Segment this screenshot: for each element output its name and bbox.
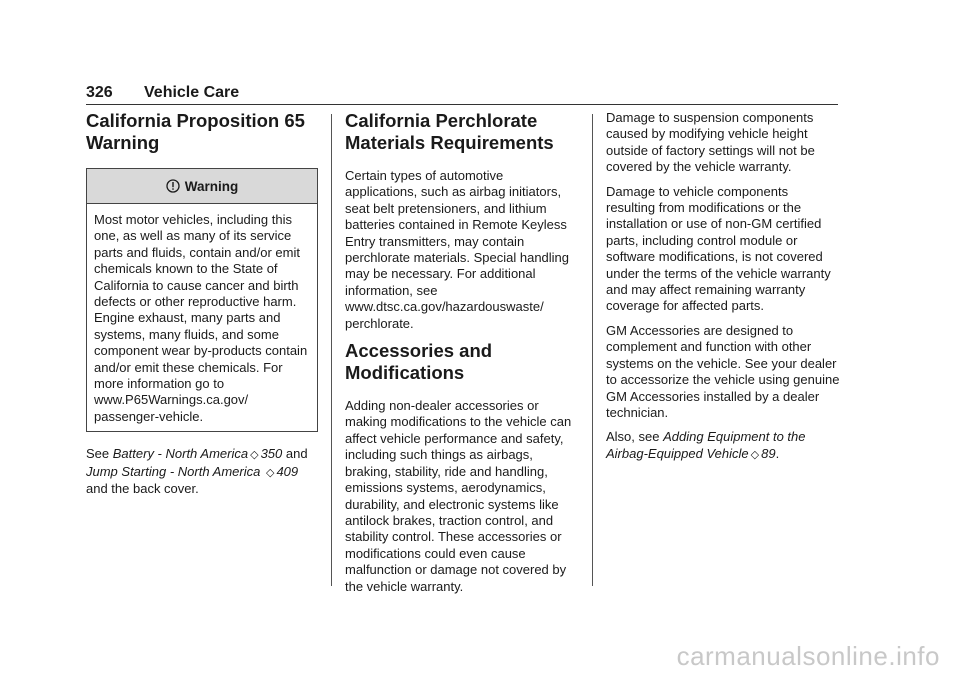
prop65-heading: California Proposition 65 Warning	[86, 110, 305, 153]
column-divider	[331, 114, 332, 586]
warning-icon	[166, 179, 180, 193]
accessories-paragraph: Adding non-dealer accessories or making modifications to the vehicle can affect vehicle performance and safety, including such things as airbags, braking, stability, ride and handling, emissions systems, aerodynamics, durability, and electronic systems like antilock brakes, traction control, and stability control. These accessories or modifications could even cause malfunction or damage not covered by the vehicle warranty.	[345, 398, 572, 594]
adding-equipment-link[interactable]: Adding Equipment to the Airbag-Equipped Vehicle	[606, 429, 806, 461]
gm-accessories-paragraph: GM Accessories are designed to complement and function with other systems on the vehicle. See your dealer to accessorize the vehicle using genuine GM Accessories installed by a dealer technician.	[606, 322, 840, 420]
column-1	[86, 110, 318, 506]
also-see-paragraph: Also, see Adding Equipment to the Airbag-Equipped Vehicle ◇ 89.	[606, 429, 806, 461]
perchlorate-heading: California Perchlorate Materials Requirements	[345, 110, 554, 153]
accessories-heading: Accessories and Modifications	[345, 340, 493, 384]
watermark: carmanualsonline.info	[676, 641, 940, 671]
jump-starting-link[interactable]: Jump Starting - North America	[86, 463, 261, 479]
column-2	[345, 110, 577, 603]
battery-page-link[interactable]: 350	[260, 446, 283, 462]
perchlorate-paragraph: Certain types of automotive applications, such as airbag initiators, seat belt pretensioners, and lithium batteries contained in Remote Keyless Entry transmitters, may contain perchlorate materials. Special handling may be necessary. For additional information, see www.dtsc.ca.gov/hazardouswaste/ perchlorate.	[345, 168, 570, 331]
column-3	[606, 110, 840, 471]
warning-text: Most motor vehicles, including this one, as well as many of its service parts and fluids, contain and/or emit chemicals known to the State of California to cause cancer and birth defects or other reproductive harm. Engine exhaust, many parts and systems, many fluids, and some component wear by-products contain and/or emit these chemicals. For more information go to www.P65Warnings.ca.gov/ passenger-vehicle.	[94, 212, 308, 424]
warning-header	[87, 169, 317, 204]
battery-link[interactable]: Battery - North America	[112, 446, 249, 462]
page-ref-icon: ◇	[250, 449, 259, 462]
warning-box	[86, 168, 318, 432]
page-header	[86, 84, 838, 105]
column-divider	[592, 114, 593, 586]
see-also-paragraph: See Battery - North America ◇ 350 and Jump Starting - North America ◇ 409 and the back cover.	[86, 446, 308, 497]
page-number: 326	[86, 84, 113, 101]
adding-equipment-page-link[interactable]: 89	[761, 445, 776, 461]
warning-title: Warning	[184, 178, 239, 194]
jump-starting-page-link[interactable]: 409	[276, 463, 299, 479]
components-paragraph: Damage to vehicle components resulting from modifications or the installation or use of non-GM certified parts, including control module or software modifications, is not covered under the terms of the vehicle warranty and may affect remaining warranty coverage for affected parts.	[606, 183, 831, 314]
section-title: Vehicle Care	[144, 84, 240, 101]
page-ref-icon: ◇	[265, 466, 275, 479]
page-ref-icon: ◇	[750, 448, 760, 461]
suspension-paragraph: Damage to suspension components caused by modifying vehicle height outside of factory settings will not be covered by the vehicle warranty.	[606, 110, 815, 175]
